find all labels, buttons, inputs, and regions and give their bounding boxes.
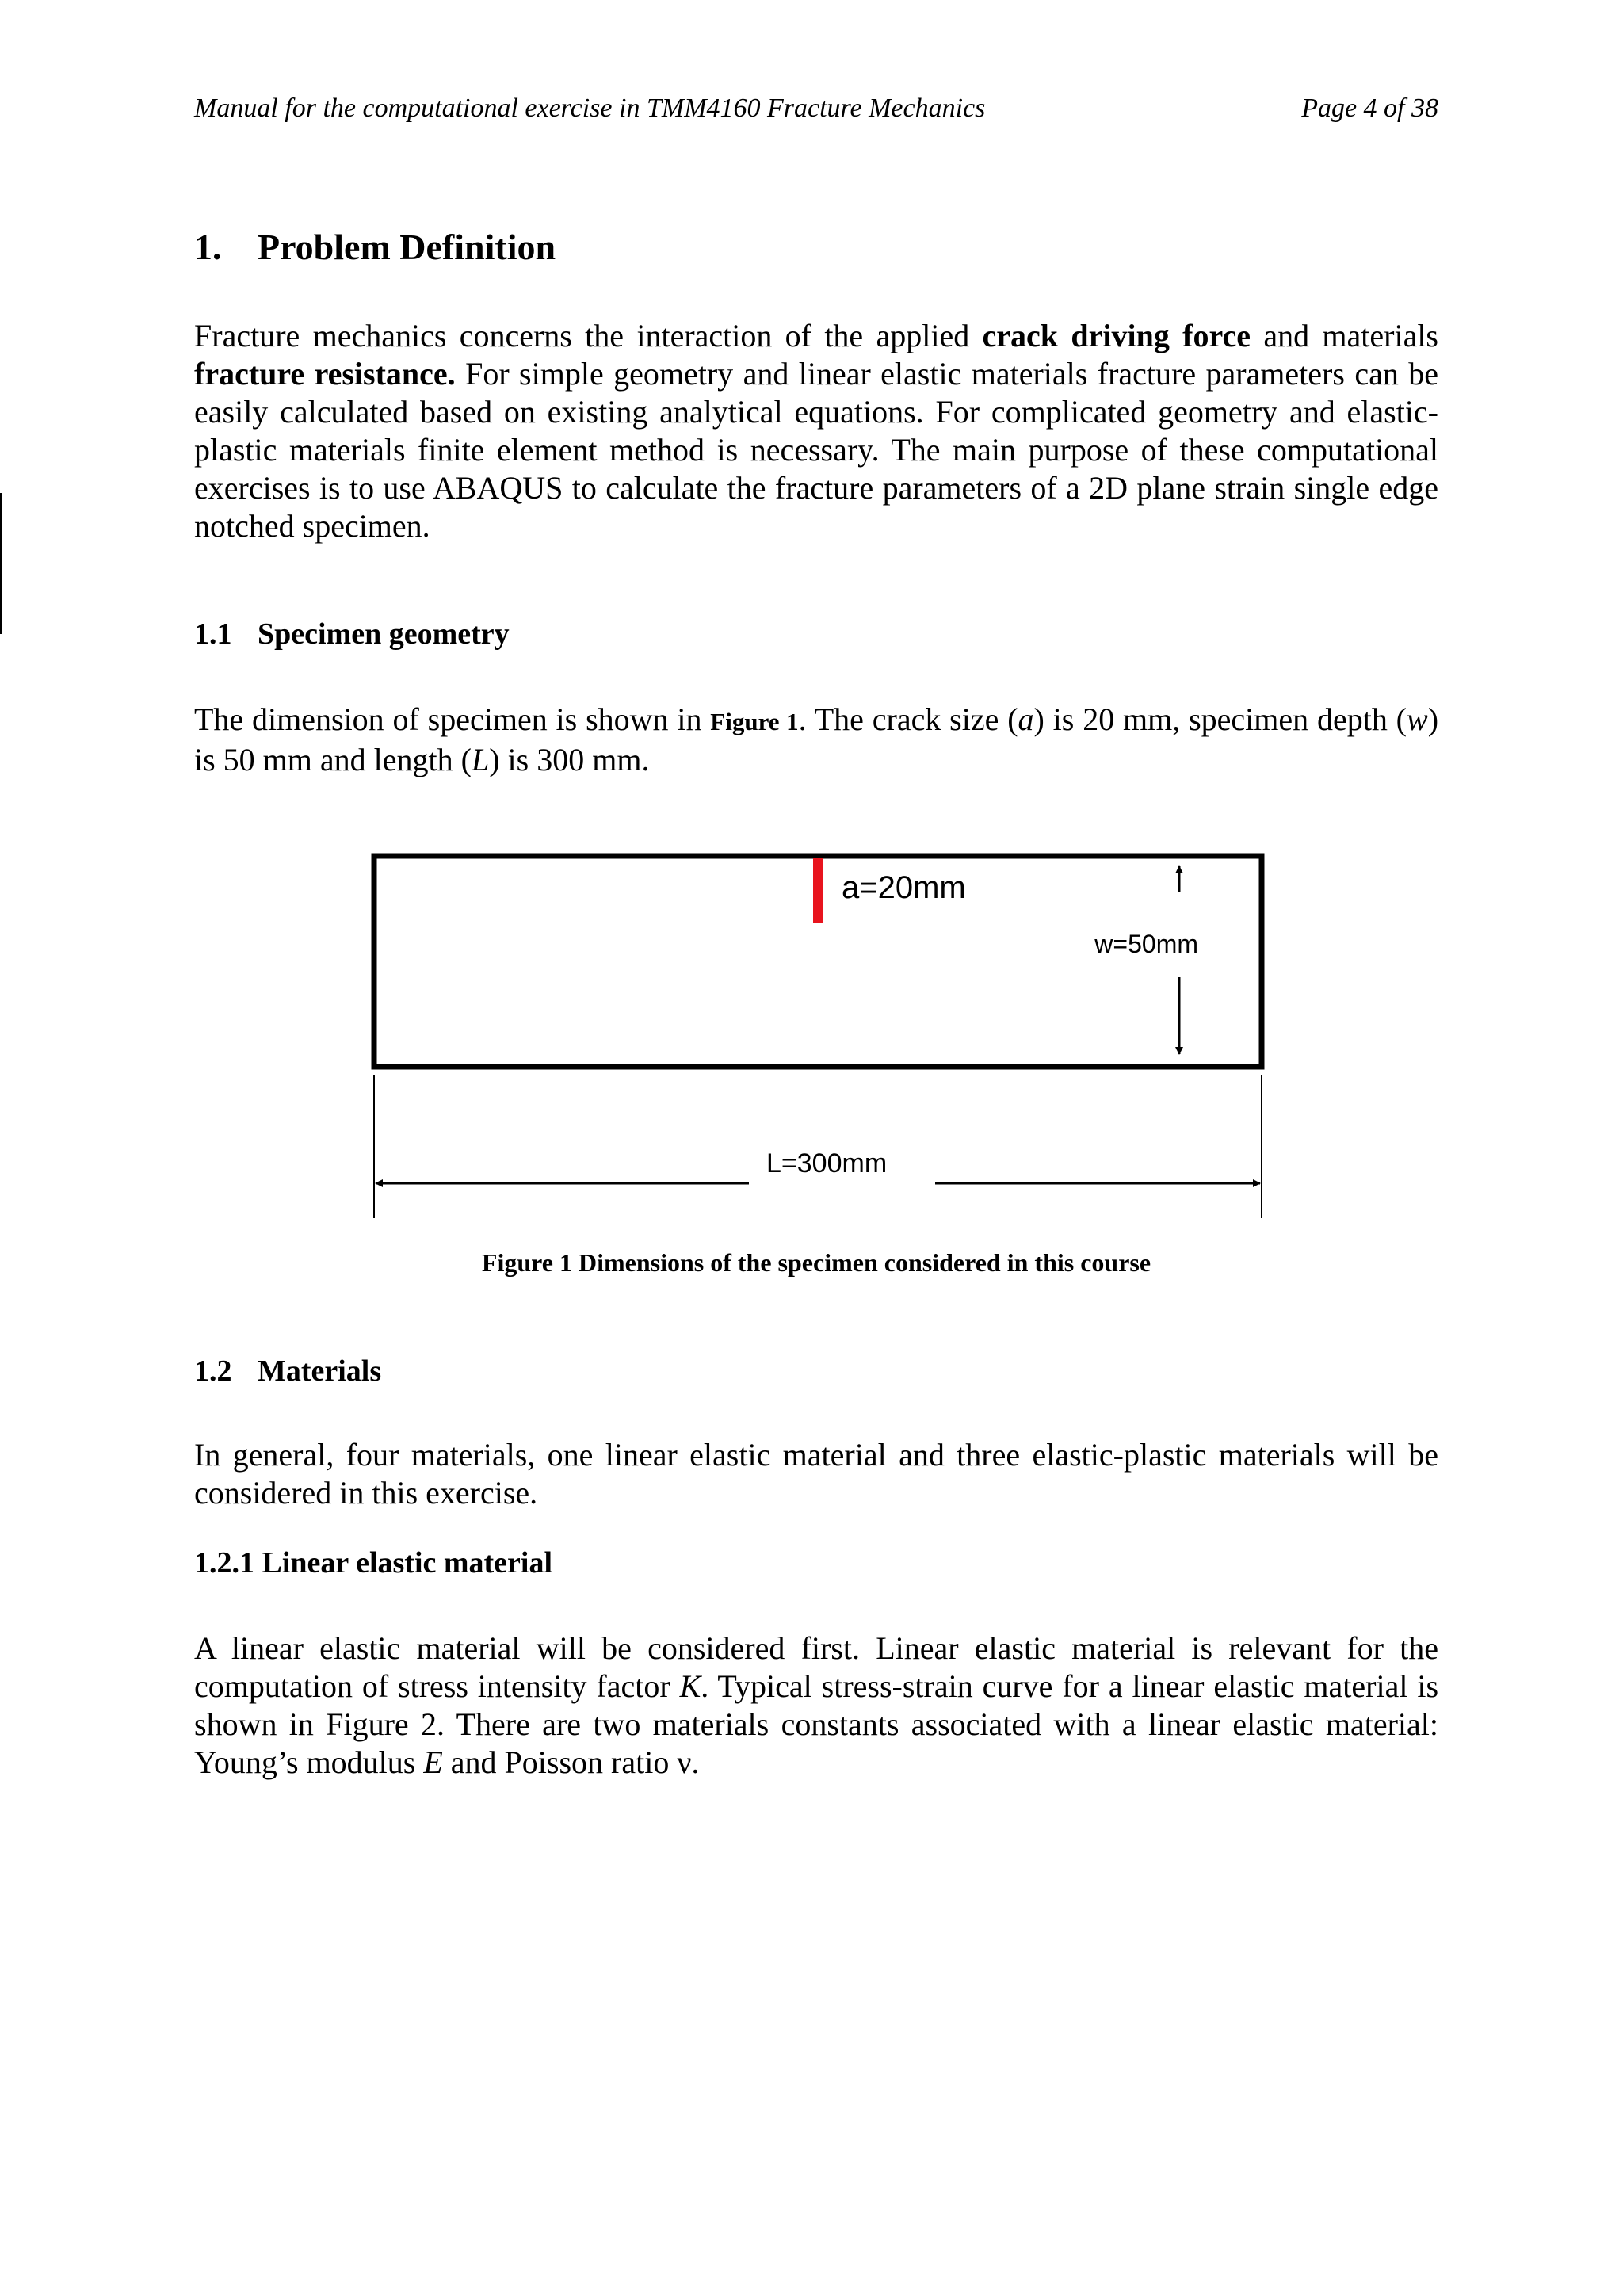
section-1-1-number: 1.1 [194,617,232,651]
section-1-title: Problem Definition [258,227,556,267]
section-1-2-1-heading: 1.2.1 Linear elastic material [194,1546,553,1580]
emphasis-fracture-resistance: fracture resistance. [194,356,456,392]
variable-K: K [679,1668,701,1704]
variable-a: a [1018,701,1034,737]
figure-1-reference: Figure 1 [710,708,799,735]
text-run: The dimension of specimen is shown in [194,701,711,737]
variable-w: w [1407,701,1428,737]
text-run: ) is 50 mm and length ( [194,701,1439,777]
text-run: Fracture mechanics concerns the interaction of the applied [194,318,983,353]
section-1-2-1-paragraph [194,1629,1438,1782]
header-title: Manual for the computational exercise in TMM4160 Fracture Mechanics [194,94,986,123]
figure-1-caption: Figure 1 Dimensions of the specimen considered in this course [481,1248,1151,1277]
running-header [194,94,1438,133]
section-1-1-title: Specimen geometry [258,617,510,651]
section-1-2-heading [194,1354,381,1389]
left-margin-bar [0,493,2,634]
section-1-1-paragraph [194,701,1438,779]
variable-L: L [471,742,490,777]
depth-label: w=50mm [1094,930,1198,958]
crack-size-label: a=20mm [842,870,966,905]
text-run: A linear elastic material will be considered first. Linear elastic material is relevant for the computation of stress intensity factor [194,1630,1438,1704]
variable-E: E [423,1744,443,1780]
section-1-2-paragraph: In general, four materials, one linear elastic material and three elastic-plastic materials will be considered in this exercise. [194,1437,1438,1511]
text-run: For simple geometry and linear elastic materials fracture parameters can be easily calculated based on existing analytical equations. For complicated geometry and elastic-plastic materials finite element method is necessary. The main purpose of these computational exercises is to use ABAQUS to calculate the fracture parameters of a 2D plane strain single edge notched specimen. [194,356,1438,544]
section-1-number: 1. [194,227,222,267]
section-1-1-heading [194,617,510,651]
section-1-paragraph [194,317,1438,545]
section-1-heading [194,226,556,268]
specimen-diagram [365,844,1268,1232]
length-label: L=300mm [766,1148,888,1179]
text-run: ) is 300 mm. [489,742,650,777]
text-run: and Poisson ratio ν. [442,1744,700,1780]
section-1-2-number: 1.2 [194,1354,232,1388]
header-page-number: Page 4 of 38 [1301,94,1438,123]
text-run: and materials [1251,318,1438,353]
emphasis-crack-driving-force: crack driving force [982,318,1251,353]
section-1-2-title: Materials [258,1354,382,1388]
crack-mark [813,858,823,923]
text-run: ) is 20 mm, specimen depth ( [1033,701,1407,737]
text-run: . Typical stress-strain curve for a linear elastic material is shown in Figure 2. There are two materials constants associated with a linear elastic material: Young’s modulus [194,1668,1439,1780]
text-run: . The crack size ( [798,701,1018,737]
